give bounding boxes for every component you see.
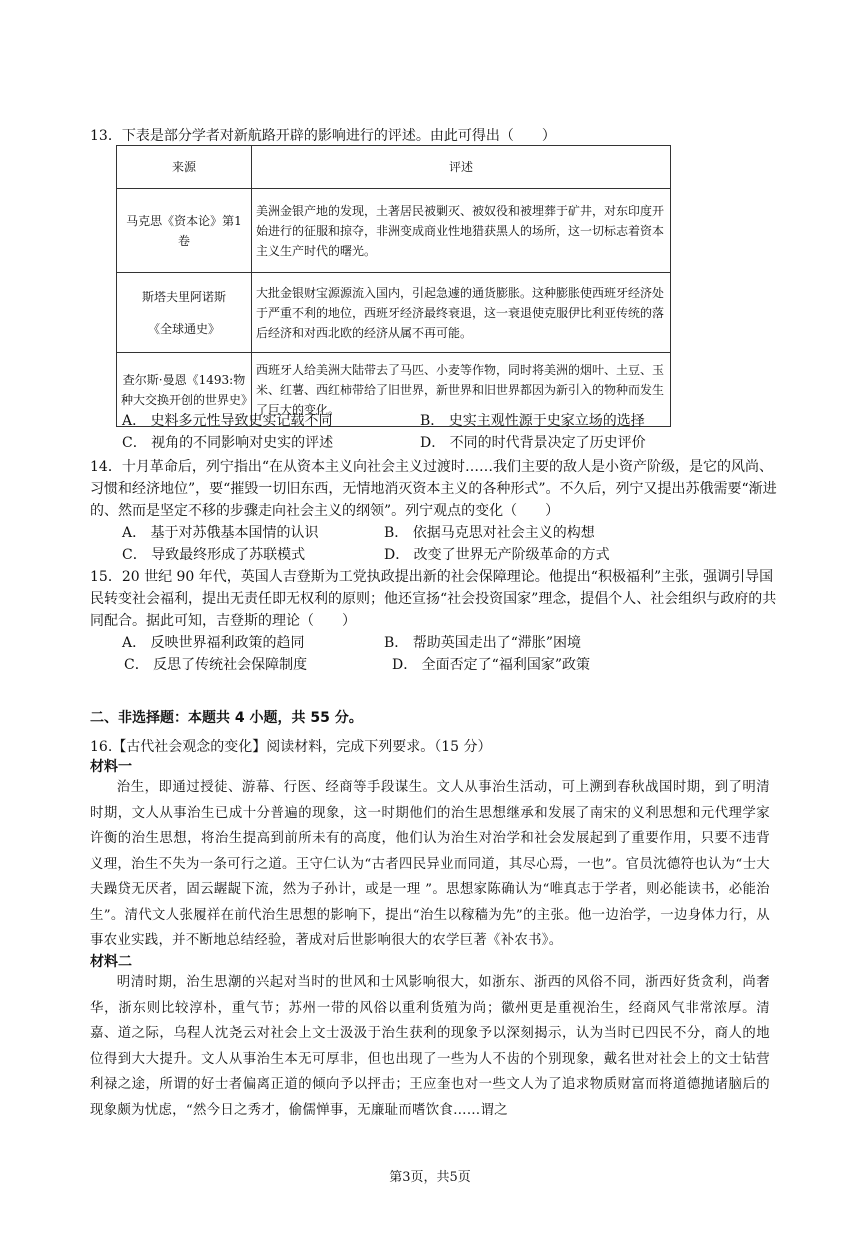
q15-option-c[interactable]: C． 反思了传统社会保障制度 — [124, 657, 308, 673]
q14-options-row-2 — [122, 544, 682, 566]
table-row — [117, 273, 671, 353]
question-16-title: 16.【古代社会观念的变化】阅读材料，完成下列要求。（15 分） — [90, 739, 492, 755]
q14-option-c[interactable]: C． 导致最终形成了苏联模式 — [122, 547, 306, 563]
q13-option-b[interactable]: B． 史实主观性源于史家立场的选择 — [420, 413, 645, 429]
table-cell-source — [117, 273, 252, 353]
question-14-stem: 14．十月革命后，列宁指出“在从资本主义向社会主义过渡时……我们主要的敌人是小资产阶级，是它的风尚、习惯和经济地位”，要“摧毁一切旧东西，无情地消灭资本主义的各种形式”。不久后，列宁又提出苏俄需要“渐进的、然而是坚定不移的步骤走向社会主义的纲领”。列宁观点的变化（ ） — [90, 459, 777, 519]
table-row — [117, 189, 671, 273]
table-cell-source-line: 《全球通史》 — [147, 321, 220, 336]
question-15-stem: 15．20 世纪 90 年代，英国人吉登斯为工党执政提出新的社会保障理论。他提出“积极福利”主张，强调引导国民转变社会福利，提出无责任即无权利的原则；他还宣扬“社会投资国家”理念，提倡个人、社会组织与政府的共同配合。据此可知，吉登斯的理论（ ） — [90, 569, 777, 629]
q13-option-d[interactable]: D． 不同的时代背景决定了历史评价 — [420, 435, 646, 451]
material-1-label: 材料一 — [90, 759, 132, 775]
q15-options-row-2 — [122, 654, 682, 676]
table-header-row — [117, 146, 671, 189]
table-header-comment: 评述 — [252, 146, 671, 189]
table-cell-source: 马克思《资本论》第1卷 — [117, 189, 252, 273]
question-13-stem: 13．下表是部分学者对新航路开辟的影响进行的评述。由此可得出（ ） — [90, 128, 556, 144]
q15-option-a[interactable]: A． 反映世界福利政策的趋同 — [122, 635, 305, 651]
material-2-label: 材料二 — [90, 954, 132, 970]
q14-option-b[interactable]: B． 依据马克思对社会主义的构想 — [384, 525, 595, 541]
q13-option-a[interactable]: A． 史料多元性导致史实记载不同 — [122, 413, 333, 429]
evaluation-table — [116, 145, 671, 427]
q14-option-d[interactable]: D． 改变了世界无产阶级革命的方式 — [384, 547, 610, 563]
table-cell-comment: 大批金银财宝源源流入国内，引起急遽的通货膨胀。这种膨胀使西班牙经济处于严重不利的地位，西班牙经济最终衰退，这一衰退使克服伊比利亚传统的落后经济和对西北欧的经济从属不再可能。 — [252, 273, 671, 353]
material-2-text: 明清时期，治生思潮的兴起对当时的世风和士风影响很大，如浙东、浙西的风俗不同，浙西好货贪利，尚奢华，浙东则比较淳朴，重气节；苏州一带的风俗以重利货殖为尚；徽州更是重视治生，经商风气非常浓厚。清嘉、道之际，乌程人沈尧云对社会上文士汲汲于治生获利的现象予以深刻揭示，认为当时已四民不分，商人的地位得到大大提升。文人从事治生本无可厚非，但也出现了一些为人不齿的个别现象，戴名世对社会上的文士钻营利禄之途，所谓的好士者偏离正道的倾向予以抨击；王应奎也对一些文人为了追求物质财富而将道德抛诸脑后的现象颇为忧虑，“然今日之秀才，偷儒惮事，无廉耻而嗜饮食……谓之 — [90, 975, 770, 1118]
table-header-source: 来源 — [117, 146, 252, 189]
q15-options-row-1 — [122, 632, 682, 654]
section-heading: 二、非选择题：本题共 4 小题，共 55 分。 — [90, 710, 363, 726]
q14-option-a[interactable]: A． 基于对苏俄基本国情的认识 — [122, 525, 319, 541]
q15-option-b[interactable]: B． 帮助英国走出了“滞胀”困境 — [384, 635, 582, 651]
material-1-text: 治生，即通过授徒、游幕、行医、经商等手段谋生。文人从事治生活动，可上溯到春秋战国时期，到了明清时期，文人从事治生已成十分普遍的现象，这一时期他们的治生思想继承和发展了南宋的义利思想和元代理学家许衡的治生思想，将治生提高到前所未有的高度，他们认为治生对治学和社会发展起到了重要作用，只要不违背义理，治生不失为一条可行之道。王守仁认为“古者四民异业而同道，其尽心焉，一也”。官员沈德符也认为“士大夫躁贷无厌者，固云龌龊下流，然为子孙计，或是一理 ”。思想家陈确认为“唯真志于学者，则必能读书，必能治生”。清代文人张履祥在前代治生思想的影响下，提出“治生以稼穑为先”的主张。他一边治学，一边身体力行，从事农业实践，并不断地总结经验，著成对后世影响很大的农学巨著《补农书》。 — [90, 780, 770, 948]
table-cell-source: 查尔斯·曼恩《1493:物种大交换开创的世界史》 — [117, 353, 252, 427]
table-cell-comment: 西班牙人给美洲大陆带去了马匹、小麦等作物，同时将美洲的烟叶、土豆、玉米、红薯、西红柿带给了旧世界，新世界和旧世界都因为新引入的物种而发生了巨大的变化。 — [252, 353, 671, 427]
q13-options-row-2 — [122, 432, 682, 454]
q13-option-c[interactable]: C． 视角的不同影响对史实的评述 — [122, 435, 334, 451]
table-cell-comment: 美洲金银产地的发现，土著居民被剿灭、被奴役和被埋葬于矿井，对东印度开始进行的征服和掠夺，非洲变成商业性地猎获黑人的场所，这一切标志着资本主义生产时代的曙光。 — [252, 189, 671, 273]
table-cell-source-line: 斯塔夫里阿诺斯 — [141, 289, 226, 304]
q13-options-row-1 — [122, 410, 682, 432]
page-number: 第3页，共5页 — [389, 1170, 471, 1185]
q15-option-d[interactable]: D． 全面否定了“福利国家”政策 — [392, 657, 590, 673]
q14-options-row-1 — [122, 522, 682, 544]
